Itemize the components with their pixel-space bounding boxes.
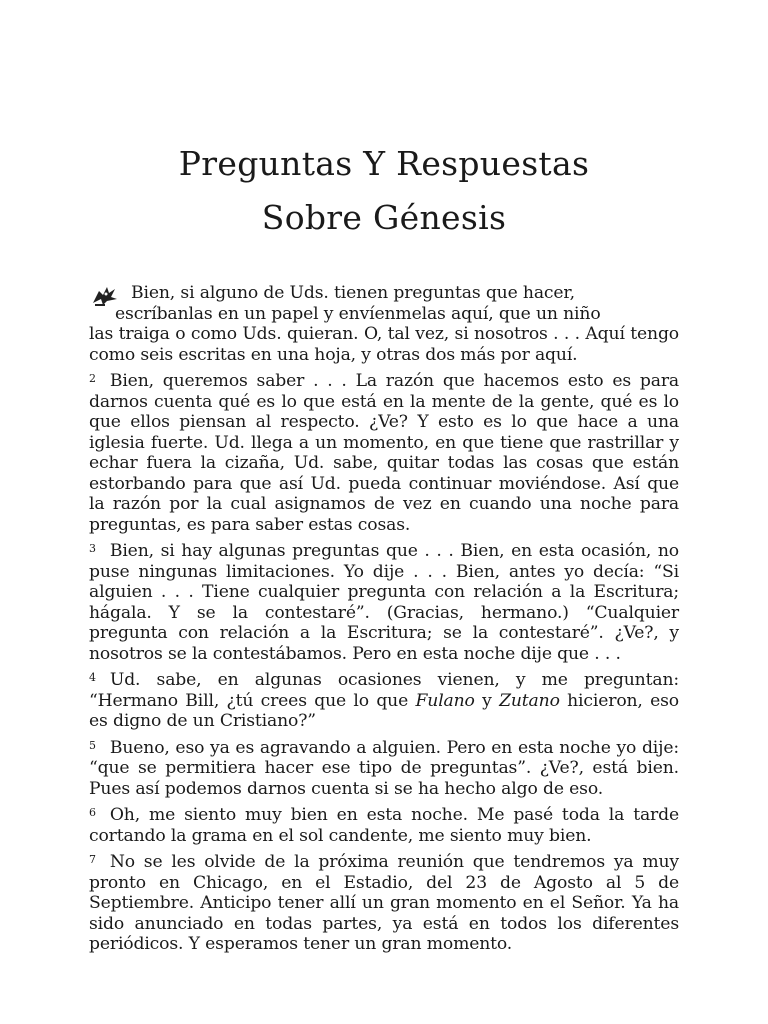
paragraph-7 bbox=[89, 852, 679, 955]
paragraph-1-rest: las traiga o como Uds. quieran. O, tal vez, si nosotros . . . Aquí tengo como seis escritas en una hoja, y otras dos más por aquí. bbox=[89, 324, 679, 365]
paragraph-number: 3 bbox=[89, 542, 96, 555]
eagle-emblem-icon bbox=[91, 285, 119, 307]
paragraph-number: 6 bbox=[89, 806, 96, 819]
paragraph-1-first-line: Bien, si alguno de Uds. tienen preguntas que hacer, bbox=[131, 283, 575, 303]
title-line-1: Preguntas Y Respuestas bbox=[178, 144, 590, 183]
paragraph-6 bbox=[89, 805, 679, 846]
paragraph-2 bbox=[89, 371, 679, 535]
paragraph-text: Oh, me siento muy bien en esta noche. Me pasé toda la tarde cortando la grama en el sol candente, me siento muy bien. bbox=[89, 805, 679, 846]
paragraph-number: 7 bbox=[89, 853, 96, 866]
paragraph-text: No se les olvide de la próxima reunión que tendremos ya muy pronto en Chicago, en el Estadio, del 23 de Agosto al 5 de Septiembre. Anticipo tener allí un gran momento en el Señor. Ya ha sido anunciado en todas partes, ya está en todos los diferentes periódicos. Y esperamos tener un gran momento. bbox=[89, 852, 679, 954]
title-line-2: Sobre Génesis bbox=[261, 198, 507, 237]
paragraph-text: Bien, queremos saber . . . La razón que hacemos esto es para darnos cuenta qué es lo que está en la mente de la gente, qué es lo que ellos piensan al respecto. ¿Ve? Y esto es lo que hace a una iglesia fuerte. Ud. llega a un momento, en que tiene que rastrillar y echar fuera la cizaña, Ud. sabe, quitar todas las cosas que están estorbando para que así Ud. pueda continuar moviéndose. Así que la razón por la cual asignamos de vez en cuando una noche para preguntas, es para saber estas cosas. bbox=[89, 371, 679, 535]
paragraph-text-a: Ud. sabe, en algunas ocasiones vienen, y me preguntan: “Hermano Bill, ¿tú crees que lo que bbox=[89, 670, 679, 711]
paragraph-number: 4 bbox=[89, 671, 96, 684]
paragraph-text-emphasis-1: Fulano bbox=[415, 690, 475, 711]
paragraph-number: 5 bbox=[89, 738, 96, 752]
paragraph-text-c: hicieron, eso es digno de un Cristiano?” bbox=[89, 690, 680, 731]
paragraph-text: Bueno, eso ya es agravando a alguien. Pero en esta noche yo dije: “que se permitiera hacer ese tipo de preguntas”. ¿Ve?, está bien. Pues así podemos darnos cuenta si se ha hecho algo de eso. bbox=[89, 737, 679, 799]
paragraph-text-b: y bbox=[474, 690, 500, 711]
paragraph-5 bbox=[89, 738, 679, 800]
sermon-body bbox=[89, 283, 679, 961]
paragraph-3 bbox=[89, 541, 679, 664]
paragraph-1 bbox=[89, 283, 679, 365]
paragraph-number: 2 bbox=[89, 372, 96, 385]
paragraph-text-emphasis-2: Zutano bbox=[499, 690, 560, 711]
paragraph-4 bbox=[89, 670, 679, 732]
paragraph-text: Bien, si hay algunas preguntas que . . . Bien, en esta ocasión, no puse ningunas limitaciones. Yo dije . . . Bien, antes yo decía: “Si alguien . . . Tiene cualquier pregunta con relación a la Escritura; hágala. Y se la contestaré”. (Gracias, hermano.) “Cualquier pregunta con relación a la Escritura; se la contestaré”. ¿Ve?, y nosotros se la contestábamos. Pero en esta noche dije que . . . bbox=[89, 541, 679, 664]
paragraph-1-second-line: escríbanlas en un papel y envíenmelas aquí, que un niño bbox=[115, 303, 601, 324]
